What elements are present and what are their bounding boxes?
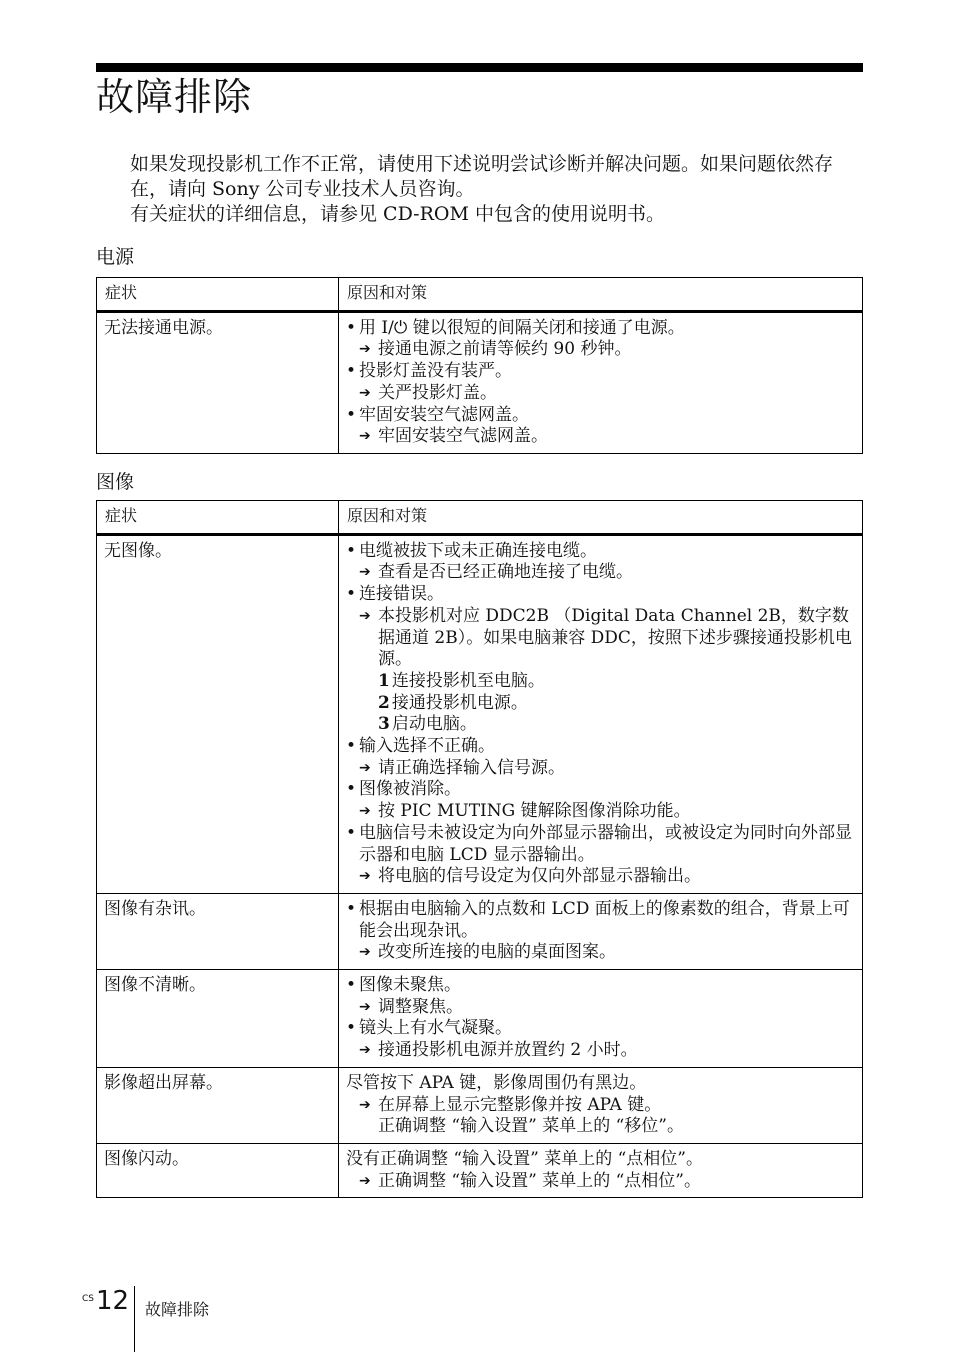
remedy-text: 关严投影灯盖。 — [378, 382, 497, 403]
remedy-text: 牢固安装空气滤网盖。 — [378, 426, 548, 447]
cause-item: • 电脑信号未被设定为向外部显示器输出，或被设定为同时向外部显示器和电脑 LCD 显示器输出。 — [346, 823, 855, 866]
intro-text — [130, 152, 865, 227]
cause-cell — [339, 893, 863, 969]
cause-cell — [339, 534, 863, 893]
table-row — [97, 311, 863, 453]
step-number: 2 — [378, 692, 390, 713]
intro-paragraph: 有关症状的详细信息，请参见 CD-ROM 中包含的使用说明书。 — [130, 203, 665, 225]
step-item — [346, 714, 855, 736]
arrow-right-icon: ➔ — [359, 341, 371, 358]
section-heading-image: 图像 — [96, 471, 135, 493]
column-header-cause: 原因和对策 — [339, 501, 863, 535]
cause-item: • 根据由电脑输入的点数和 LCD 面板上的像素数的组合，背景上可能会出现杂讯。 — [346, 899, 855, 942]
page-title: 故障排除 — [96, 75, 253, 119]
arrow-right-icon: ➔ — [359, 998, 371, 1015]
language-tag: CS — [82, 1294, 94, 1304]
image-table — [96, 500, 863, 1198]
arrow-right-icon: ➔ — [359, 384, 371, 401]
cause-item: • 投影灯盖没有装严。 — [346, 361, 855, 383]
cause-item: • 连接错误。 — [346, 584, 855, 606]
remedy-text: 调整聚焦。 — [378, 996, 463, 1017]
remedy-item — [346, 383, 855, 405]
step-number: 3 — [378, 714, 390, 735]
remedy-text: 在屏幕上显示完整影像并按 APA 键。 — [378, 1094, 662, 1115]
step-text: 启动电脑。 — [391, 714, 477, 735]
arrow-right-icon: ➔ — [359, 428, 371, 445]
section-heading-power: 电源 — [96, 246, 135, 268]
step-number: 1 — [378, 670, 390, 691]
remedy-item — [346, 801, 855, 823]
step-item — [346, 671, 855, 693]
remedy-item — [346, 866, 855, 888]
remedy-item — [346, 942, 855, 964]
symptom-cell: 图像不清晰。 — [97, 970, 339, 1068]
remedy-text: 查看是否已经正确地连接了电缆。 — [378, 562, 633, 583]
cause-item: • 图像未聚焦。 — [346, 975, 855, 997]
step-text: 连接投影机至电脑。 — [391, 670, 545, 691]
step-item — [346, 693, 855, 715]
remedy-text: 本投影机对应 DDC2B （Digital Data Channel 2B，数字数据通道 2B）。如果电脑兼容 DDC，按照下述步骤接通投影机电源。 — [378, 605, 852, 670]
symptom-cell: 图像有杂讯。 — [97, 893, 339, 969]
power-table — [96, 277, 863, 454]
cause-cell — [339, 311, 863, 453]
remedy-item — [346, 1095, 855, 1117]
remedy-text: 接通投影机电源并放置约 2 小时。 — [378, 1040, 638, 1061]
footer-divider — [134, 1286, 135, 1352]
remedy-text: 正确调整 “输入设置” 菜单上的 “点相位”。 — [378, 1170, 701, 1191]
remedy-text: 将电脑的信号设定为仅向外部显示器输出。 — [378, 866, 701, 887]
remedy-text: 接通电源之前请等候约 90 秒钟。 — [378, 339, 632, 360]
arrow-right-icon: ➔ — [359, 1096, 371, 1113]
arrow-right-icon: ➔ — [359, 607, 371, 624]
arrow-right-icon: ➔ — [359, 803, 371, 820]
column-header-cause: 原因和对策 — [339, 278, 863, 312]
step-text: 接通投影机电源。 — [391, 692, 528, 713]
remedy-item — [346, 606, 855, 671]
remedy-item — [346, 758, 855, 780]
remedy-item — [346, 1171, 855, 1193]
symptom-cell: 无图像。 — [97, 534, 339, 893]
remedy-item — [346, 426, 855, 448]
title-rule — [96, 63, 863, 72]
arrow-right-icon: ➔ — [359, 944, 371, 961]
remedy-text: 请正确选择输入信号源。 — [378, 757, 565, 778]
table-row — [97, 534, 863, 893]
symptom-cell: 无法接通电源。 — [97, 311, 339, 453]
page-number: 12 — [96, 1286, 130, 1316]
column-header-symptom: 症状 — [97, 278, 339, 312]
column-header-symptom: 症状 — [97, 501, 339, 535]
cause-cell — [339, 970, 863, 1068]
table-header-row — [97, 278, 863, 312]
cause-item: • 电缆被拔下或未正确连接电缆。 — [346, 541, 855, 563]
remedy-item — [346, 997, 855, 1019]
arrow-right-icon: ➔ — [359, 759, 371, 776]
cause-text: 尽管按下 APA 键，影像周围仍有黑边。 — [346, 1072, 647, 1093]
arrow-right-icon: ➔ — [359, 868, 371, 885]
footer-section-title: 故障排除 — [145, 1300, 210, 1319]
remedy-item — [346, 1040, 855, 1062]
remedy-item — [346, 339, 855, 361]
table-row — [97, 1143, 863, 1197]
remedy-text: 改变所连接的电脑的桌面图案。 — [378, 942, 616, 963]
intro-paragraph: 如果发现投影机工作不正常，请使用下述说明尝试诊断并解决问题。如果问题依然存在，请向 Sony 公司专业技术人员咨询。 — [130, 153, 834, 200]
cause-item: • 牢固安装空气滤网盖。 — [346, 405, 855, 427]
table-row — [97, 893, 863, 969]
table-header-row — [97, 501, 863, 535]
cause-item: • 输入选择不正确。 — [346, 736, 855, 758]
cause-item: • 图像被消除。 — [346, 779, 855, 801]
arrow-right-icon: ➔ — [359, 1172, 371, 1189]
symptom-cell: 图像闪动。 — [97, 1143, 339, 1197]
arrow-right-icon: ➔ — [359, 564, 371, 581]
cause-item: • 用 I/⏻ 键以很短的间隔关闭和接通了电源。 — [346, 318, 855, 340]
remedy-item — [346, 562, 855, 584]
remedy-text: 按 PIC MUTING 键解除图像消除功能。 — [378, 801, 691, 822]
cause-text: 没有正确调整 “输入设置” 菜单上的 “点相位”。 — [346, 1148, 703, 1169]
remedy-continuation: 正确调整 “输入设置” 菜单上的 “移位”。 — [378, 1116, 684, 1137]
cause-cell — [339, 1143, 863, 1197]
cause-cell — [339, 1067, 863, 1143]
arrow-right-icon: ➔ — [359, 1042, 371, 1059]
table-row — [97, 1067, 863, 1143]
table-row — [97, 970, 863, 1068]
cause-item: • 镜头上有水气凝聚。 — [346, 1018, 855, 1040]
symptom-cell: 影像超出屏幕。 — [97, 1067, 339, 1143]
